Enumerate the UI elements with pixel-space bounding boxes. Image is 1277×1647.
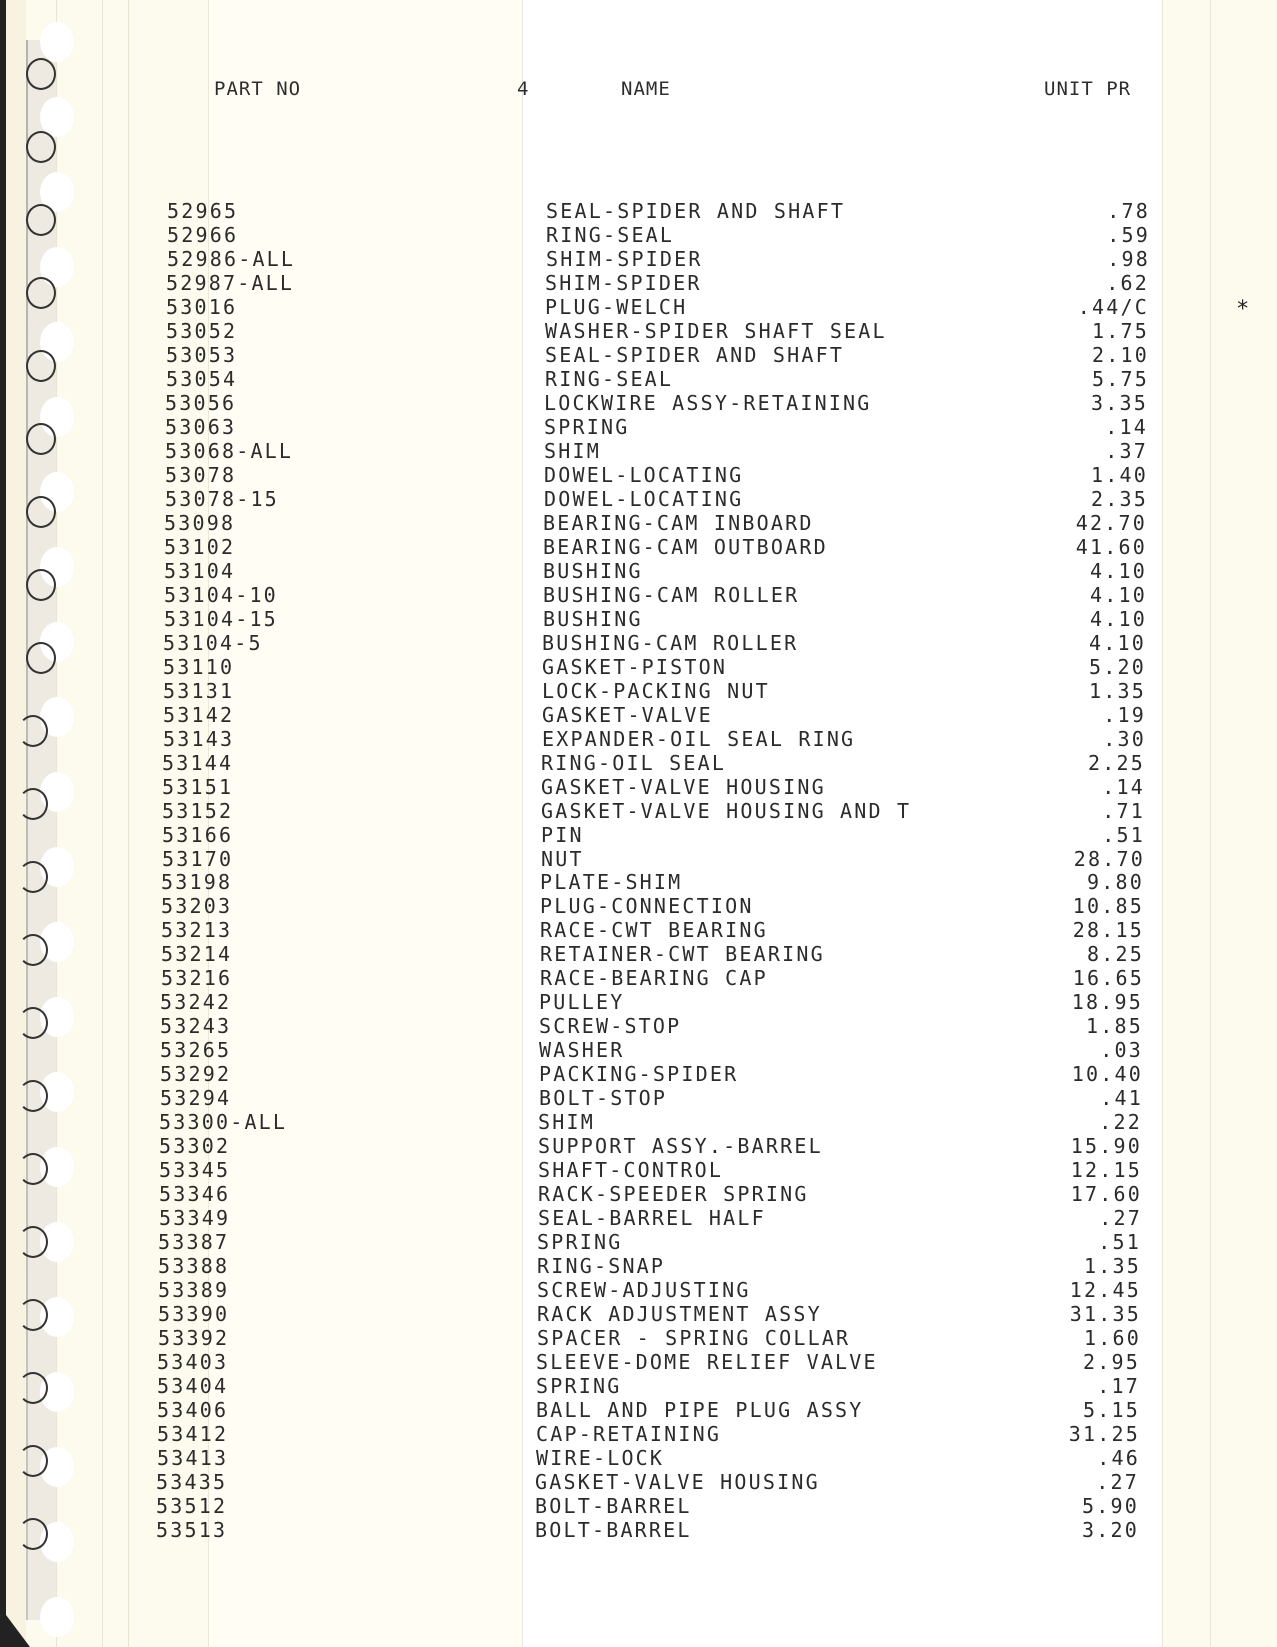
name-header: NAME (621, 78, 671, 100)
unit-price: 17.60 (1070, 1182, 1142, 1206)
part-number: 53406 (157, 1398, 229, 1422)
table-row (0, 247, 1277, 271)
part-name: BALL AND PIPE PLUG ASSY (536, 1398, 864, 1422)
part-name: BOLT-BARREL (535, 1494, 692, 1518)
part-name: SCREW-ADJUSTING (537, 1278, 751, 1302)
table-row (0, 1518, 1277, 1542)
unit-price: 1.75 (1092, 319, 1149, 343)
page-number: 4 (517, 78, 530, 100)
unit-price: 8.25 (1087, 942, 1144, 966)
table-row (0, 894, 1277, 918)
part-number: 53152 (162, 799, 234, 823)
part-number: 53349 (159, 1206, 231, 1230)
unit-price: 4.10 (1089, 631, 1146, 655)
part-number: 53104 (164, 559, 236, 583)
part-number: 53198 (161, 870, 233, 894)
part-name: BOLT-BARREL (535, 1518, 692, 1542)
part-number: 53412 (157, 1422, 229, 1446)
part-number: 53110 (163, 655, 235, 679)
part-number: 53131 (163, 679, 235, 703)
table-row (0, 199, 1277, 223)
unit-price: 3.20 (1082, 1518, 1139, 1542)
part-name: SEAL-SPIDER AND SHAFT (546, 199, 846, 223)
table-row (0, 559, 1277, 583)
part-name: BUSHING (543, 559, 643, 583)
table-row (0, 1062, 1277, 1086)
part-number: 53016 (166, 295, 238, 319)
table-row (0, 727, 1277, 751)
asterisk-marker: * (1236, 297, 1250, 322)
part-number: 53142 (163, 703, 235, 727)
unit-price: 42.70 (1075, 511, 1147, 535)
part-name: SUPPORT ASSY.-BARREL (538, 1134, 823, 1158)
part-name: SPACER - SPRING COLLAR (537, 1326, 851, 1350)
ring-hole-shadow (26, 58, 56, 90)
part-number: 53170 (162, 847, 234, 871)
table-row (0, 295, 1277, 319)
unit-price: 18.95 (1071, 990, 1143, 1014)
table-row (0, 870, 1277, 894)
unit-price: 10.40 (1071, 1062, 1143, 1086)
table-row (0, 1206, 1277, 1230)
feed-hole (40, 22, 74, 62)
table-row (0, 1182, 1277, 1206)
part-name: GASKET-VALVE HOUSING (535, 1470, 820, 1494)
part-name: RACK ADJUSTMENT ASSY (537, 1302, 822, 1326)
part-number: 53243 (160, 1014, 232, 1038)
part-number: 53435 (156, 1470, 228, 1494)
part-name: LOCKWIRE ASSY-RETAINING (544, 391, 872, 415)
torn-corner (0, 1607, 30, 1647)
part-no-header: PART NO (214, 78, 302, 100)
part-number: 53387 (158, 1230, 230, 1254)
table-row (0, 1158, 1277, 1182)
unit-price: .30 (1103, 727, 1146, 751)
table-row (0, 1110, 1277, 1134)
unit-price: .14 (1105, 415, 1148, 439)
unit-price: 3.35 (1091, 391, 1148, 415)
unit-price: .27 (1096, 1470, 1139, 1494)
unit-price: .51 (1098, 1230, 1141, 1254)
part-name: SPRING (537, 1230, 623, 1254)
unit-price: 5.20 (1089, 655, 1146, 679)
table-row (0, 439, 1277, 463)
part-number: 52986-ALL (167, 247, 296, 271)
unit-price: 4.10 (1090, 559, 1147, 583)
table-row (0, 583, 1277, 607)
part-name: SEAL-BARREL HALF (538, 1206, 766, 1230)
part-number: 53216 (161, 966, 233, 990)
table-row (0, 966, 1277, 990)
part-number: 53513 (156, 1518, 228, 1542)
table-row (0, 1494, 1277, 1518)
part-name: RING-OIL SEAL (541, 751, 727, 775)
table-row (0, 751, 1277, 775)
part-name: SHAFT-CONTROL (538, 1158, 724, 1182)
part-name: SEAL-SPIDER AND SHAFT (545, 343, 845, 367)
part-name: RACK-SPEEDER SPRING (538, 1182, 809, 1206)
table-row (0, 1446, 1277, 1470)
table-row (0, 1374, 1277, 1398)
unit-price: .51 (1102, 823, 1145, 847)
unit-price: 12.15 (1070, 1158, 1142, 1182)
unit-price: 31.35 (1069, 1302, 1141, 1326)
unit-price: 2.25 (1088, 751, 1145, 775)
part-number: 53292 (160, 1062, 232, 1086)
unit-price: 4.10 (1090, 607, 1147, 631)
unit-price: .71 (1102, 799, 1145, 823)
part-number: 53098 (164, 511, 236, 535)
part-name: SHIM (544, 439, 601, 463)
part-name: GASKET-VALVE HOUSING AND T (541, 799, 912, 823)
part-name: RACE-CWT BEARING (540, 918, 768, 942)
part-name: PULLEY (539, 990, 625, 1014)
unit-price: 5.90 (1082, 1494, 1139, 1518)
feed-hole (40, 1597, 74, 1637)
table-row (0, 1014, 1277, 1038)
unit-price: 5.75 (1092, 367, 1149, 391)
unit-price: .98 (1107, 247, 1150, 271)
unit-price: .44/C (1077, 295, 1149, 319)
part-number: 53512 (156, 1494, 228, 1518)
part-number: 53104-5 (163, 631, 263, 655)
table-row (0, 679, 1277, 703)
part-number: 53104-10 (164, 583, 278, 607)
part-number: 53346 (159, 1182, 231, 1206)
unit-price: 1.35 (1084, 1254, 1141, 1278)
part-number: 53054 (166, 367, 238, 391)
unit-price: 28.15 (1072, 918, 1144, 942)
unit-price: 2.35 (1091, 487, 1148, 511)
part-name: WASHER (539, 1038, 625, 1062)
table-row (0, 1230, 1277, 1254)
part-name: BUSHING-CAM ROLLER (543, 583, 800, 607)
table-row (0, 1350, 1277, 1374)
part-name: SHIM-SPIDER (545, 271, 702, 295)
part-number: 52965 (167, 199, 239, 223)
table-row (0, 415, 1277, 439)
part-number: 53104-15 (164, 607, 278, 631)
part-number: 53403 (157, 1350, 229, 1374)
table-row (0, 367, 1277, 391)
part-name: PLUG-CONNECTION (540, 894, 754, 918)
unit-price: .41 (1100, 1086, 1143, 1110)
unit-price-header: UNIT PR (1044, 78, 1132, 100)
part-name: RING-SNAP (537, 1254, 666, 1278)
unit-price: 41.60 (1075, 535, 1147, 559)
part-number: 53078-15 (165, 487, 279, 511)
part-name: EXPANDER-OIL SEAL RING (542, 727, 856, 751)
part-number: 53144 (162, 751, 234, 775)
part-name: BEARING-CAM OUTBOARD (543, 535, 828, 559)
table-row (0, 1254, 1277, 1278)
table-row (0, 1422, 1277, 1446)
part-name: SHIM (538, 1110, 595, 1134)
table-row (0, 990, 1277, 1014)
part-number: 53214 (161, 942, 233, 966)
part-name: GASKET-VALVE HOUSING (541, 775, 826, 799)
part-number: 53390 (158, 1302, 230, 1326)
part-name: PLATE-SHIM (540, 870, 683, 894)
part-number: 53053 (166, 343, 238, 367)
part-name: NUT (541, 847, 584, 871)
part-number: 52987-ALL (166, 271, 295, 295)
part-number: 53166 (162, 823, 234, 847)
unit-price: .17 (1097, 1374, 1140, 1398)
part-name: CAP-RETAINING (536, 1422, 722, 1446)
unit-price: .78 (1107, 199, 1150, 223)
unit-price: 10.85 (1072, 894, 1144, 918)
part-number: 53151 (162, 775, 234, 799)
table-row (0, 1326, 1277, 1350)
part-name: RETAINER-CWT BEARING (540, 942, 825, 966)
unit-price: .22 (1099, 1110, 1142, 1134)
part-name: DOWEL-LOCATING (544, 487, 744, 511)
unit-price: .03 (1100, 1038, 1143, 1062)
table-row (0, 271, 1277, 295)
part-number: 53294 (160, 1086, 232, 1110)
unit-price: .62 (1106, 271, 1149, 295)
unit-price: 31.25 (1068, 1422, 1140, 1446)
part-name: BUSHING-CAM ROLLER (542, 631, 799, 655)
unit-price: 1.60 (1084, 1326, 1141, 1350)
table-row (0, 775, 1277, 799)
part-name: PACKING-SPIDER (539, 1062, 739, 1086)
table-row (0, 847, 1277, 871)
unit-price: .59 (1107, 223, 1150, 247)
table-row (0, 487, 1277, 511)
ring-hole-shadow (26, 131, 56, 163)
table-row (0, 942, 1277, 966)
part-name: WASHER-SPIDER SHAFT SEAL (545, 319, 887, 343)
part-name: BUSHING (543, 607, 643, 631)
table-row (0, 463, 1277, 487)
table-row (0, 343, 1277, 367)
part-name: BOLT-STOP (539, 1086, 668, 1110)
table-row (0, 391, 1277, 415)
part-number: 53392 (158, 1326, 230, 1350)
part-number: 53388 (158, 1254, 230, 1278)
table-row (0, 631, 1277, 655)
part-number: 53404 (157, 1374, 229, 1398)
part-number: 53203 (161, 894, 233, 918)
table-row (0, 703, 1277, 727)
table-row (0, 655, 1277, 679)
table-row (0, 1278, 1277, 1302)
table-row (0, 1134, 1277, 1158)
table-row (0, 1470, 1277, 1494)
part-name: SHIM-SPIDER (546, 247, 703, 271)
table-row (0, 799, 1277, 823)
table-row (0, 918, 1277, 942)
unit-price: .14 (1102, 775, 1145, 799)
unit-price: 4.10 (1090, 583, 1147, 607)
unit-price: .46 (1097, 1446, 1140, 1470)
part-number: 53242 (160, 990, 232, 1014)
unit-price: 12.45 (1069, 1278, 1141, 1302)
table-row (0, 223, 1277, 247)
part-name: RACE-BEARING CAP (540, 966, 768, 990)
unit-price: 1.85 (1086, 1014, 1143, 1038)
part-number: 53052 (166, 319, 238, 343)
unit-price: 9.80 (1087, 870, 1144, 894)
part-number: 53063 (165, 415, 237, 439)
part-name: SPRING (536, 1374, 622, 1398)
unit-price: .37 (1105, 439, 1148, 463)
part-name: BEARING-CAM INBOARD (543, 511, 814, 535)
part-name: DOWEL-LOCATING (544, 463, 744, 487)
table-row (0, 1302, 1277, 1326)
part-number: 53389 (158, 1278, 230, 1302)
part-name: WIRE-LOCK (536, 1446, 665, 1470)
unit-price: 28.70 (1073, 847, 1145, 871)
unit-price: .19 (1103, 703, 1146, 727)
table-row (0, 1086, 1277, 1110)
part-number: 53302 (159, 1134, 231, 1158)
table-row (0, 607, 1277, 631)
unit-price: 1.40 (1091, 463, 1148, 487)
part-number: 53056 (165, 391, 237, 415)
part-number: 53345 (159, 1158, 231, 1182)
part-name: SLEEVE-DOME RELIEF VALVE (536, 1350, 878, 1374)
part-number: 53068-ALL (165, 439, 294, 463)
table-row (0, 1398, 1277, 1422)
part-name: RING-SEAL (546, 223, 675, 247)
part-name: LOCK-PACKING NUT (542, 679, 770, 703)
unit-price: 16.65 (1072, 966, 1144, 990)
table-row (0, 1038, 1277, 1062)
part-name: PIN (541, 823, 584, 847)
unit-price: 2.10 (1092, 343, 1149, 367)
part-number: 53143 (163, 727, 235, 751)
part-name: PLUG-WELCH (545, 295, 688, 319)
table-row (0, 535, 1277, 559)
part-number: 53300-ALL (159, 1110, 288, 1134)
part-name: SCREW-STOP (539, 1014, 682, 1038)
part-number: 53078 (165, 463, 237, 487)
unit-price: .27 (1099, 1206, 1142, 1230)
unit-price: 2.95 (1083, 1350, 1140, 1374)
part-name: GASKET-VALVE (542, 703, 713, 727)
table-row (0, 511, 1277, 535)
part-number: 53413 (157, 1446, 229, 1470)
unit-price: 15.90 (1070, 1134, 1142, 1158)
table-row (0, 823, 1277, 847)
part-number: 53102 (164, 535, 236, 559)
unit-price: 5.15 (1083, 1398, 1140, 1422)
part-number: 53213 (161, 918, 233, 942)
part-number: 52966 (167, 223, 239, 247)
part-name: RING-SEAL (545, 367, 674, 391)
part-name: GASKET-PISTON (542, 655, 728, 679)
unit-price: 1.35 (1089, 679, 1146, 703)
part-name: SPRING (544, 415, 630, 439)
table-row (0, 319, 1277, 343)
part-number: 53265 (160, 1038, 232, 1062)
